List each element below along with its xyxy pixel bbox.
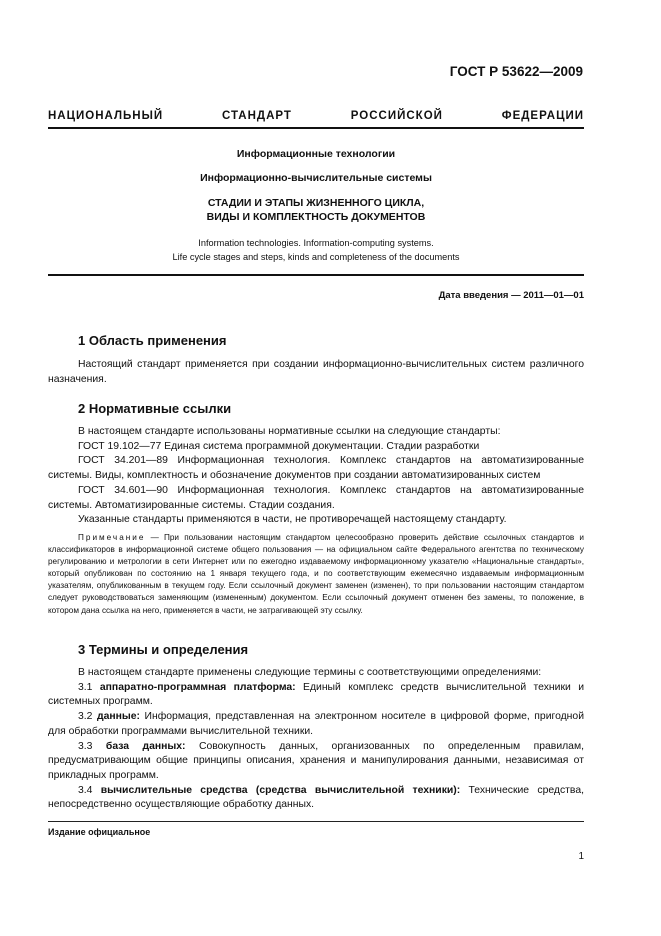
title-english-2: Life cycle stages and steps, kinds and completeness of the documents xyxy=(172,252,460,262)
title-main-2: ВИДЫ И КОМПЛЕКТНОСТЬ ДОКУМЕНТОВ xyxy=(206,211,426,223)
top-rule xyxy=(48,127,584,129)
term-number: 3.3 xyxy=(78,740,93,752)
term-3-1 xyxy=(48,681,584,710)
section-2-body xyxy=(48,425,584,528)
term-name: данные: xyxy=(96,711,141,723)
section-3-heading: 3 Термины и определения xyxy=(78,642,249,657)
term-3-2 xyxy=(48,710,584,739)
term-3-3 xyxy=(48,740,584,784)
edition-label: Издание официальное xyxy=(48,827,151,837)
section-2-p2: ГОСТ 19.102—77 Единая система программной документации. Стадии разработки xyxy=(78,440,480,452)
title-line-2: Информационно-вычислительные системы xyxy=(200,172,432,184)
term-definition: Совокупность данных, организованных по определенным правилам, предусматривающим общие принципы описания, хранения и манипулирования данными, независимая от прикладных программ. xyxy=(48,740,584,781)
section-2-note xyxy=(48,532,584,617)
term-3-4 xyxy=(48,784,584,813)
section-2-p1: В настоящем стандарте использованы нормативные ссылки на следующие стандарты: xyxy=(78,426,501,437)
term-definition: Единый комплекс средств вычислительной техники и системных программ. xyxy=(48,681,584,708)
title-english-1: Information technologies. Information-computing systems. xyxy=(198,238,434,248)
section-2-p5: Указанные стандарты применяются в части, не противоречащей настоящему стандарту. xyxy=(78,514,507,526)
section-2-heading: 2 Нормативные ссылки xyxy=(78,401,232,416)
term-definition: Информация, представленная на электронном носителе в цифровой форме, пригодной для обработки программами вычислительной техники. xyxy=(48,711,584,737)
national-standard-banner: НАЦИОНАЛЬНЫЙ СТАНДАРТ РОССИЙСКОЙ ФЕДЕРАЦИИ xyxy=(48,110,584,122)
section-2-p4: ГОСТ 34.601—90 Информационная технология. Комплекс стандартов на автоматизированные системы. Автоматизированные системы. Стадии создания. xyxy=(48,484,584,511)
title-line-1: Информационные технологии xyxy=(236,148,396,160)
section-2-p3: ГОСТ 34.201—89 Информационная технология. Комплекс стандартов на автоматизированные системы. Виды, комплектность и обозначение документов при создании автоматизированных систем xyxy=(48,455,584,482)
note-label: Примечание xyxy=(78,533,146,542)
intro-date: Дата введения — 2011—01—01 xyxy=(438,290,584,301)
section-1-body xyxy=(48,358,584,387)
term-number: 3.2 xyxy=(78,711,93,723)
term-number: 3.1 xyxy=(78,681,93,693)
section-3-intro: В настоящем стандарте применены следующие термины с соответствующими определениями: xyxy=(78,667,542,678)
term-definition: Технические средства, непосредственно осуществляющие обработку данных. xyxy=(48,784,584,811)
footer-rule xyxy=(48,821,584,822)
page-number: 1 xyxy=(578,851,584,862)
section-1-heading: 1 Область применения xyxy=(78,333,227,348)
section-3-body xyxy=(48,666,584,813)
term-name: база данных: xyxy=(105,740,186,752)
title-main-1: СТАДИИ И ЭТАПЫ ЖИЗНЕННОГО ЦИКЛА, xyxy=(207,197,425,209)
term-number: 3.4 xyxy=(78,784,93,796)
title-rule xyxy=(48,274,584,276)
note-paragraph xyxy=(48,532,584,617)
standard-number: ГОСТ Р 53622—2009 xyxy=(449,64,583,79)
note-text: — При пользовании настоящим стандартом целесообразно проверить действие ссылочных стандартов и классификаторов в информационной системе общего пользования — на официальном сайте Федерального агентства по техническому регулированию и метрологии в сети Интернет или по ежегодно издаваемому информационному указателю «Национальные стандарты», который опубликован по состоянию на 1 января текущего года, и по соответствующим ежемесячно издаваемым информационным указателям, опубликованным в текущем году. Если ссылочный документ заменен (изменен), то при пользовании настоящим стандартом следует руководствоваться заменяющим (измененным) документом. Если ссылочный документ отменен без замены, то положение, в котором дана ссылка на него, применяется в части, не затрагивающей эту ссылку. xyxy=(48,533,584,615)
term-name: вычислительные средства (средства вычислительной техники): xyxy=(100,784,461,796)
term-name: аппаратно-программная платформа: xyxy=(99,681,296,693)
section-1-text: Настоящий стандарт применяется при создании информационно-вычислительных систем различного назначения. xyxy=(48,359,584,385)
